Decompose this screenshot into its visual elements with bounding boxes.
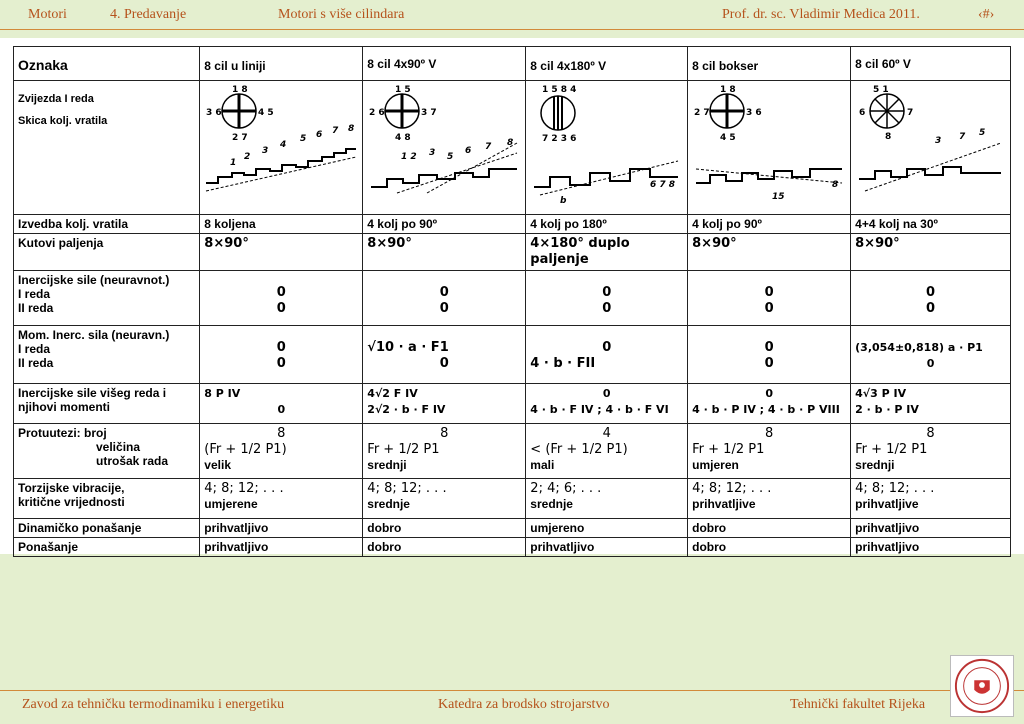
row-label-line: Mom. Inerc. sila (neuravn.) (18, 328, 170, 342)
svg-text:4 8: 4 8 (395, 133, 411, 143)
table-header-row (14, 47, 1011, 81)
svg-text:8: 8 (832, 180, 839, 190)
row-label-line: utrošak rada (96, 454, 169, 468)
cell (851, 384, 1011, 424)
svg-text:4: 4 (280, 140, 287, 150)
cell (200, 479, 363, 519)
cell (526, 326, 688, 384)
header-topic: Motori s više cilindara (278, 7, 405, 22)
cell (526, 479, 688, 519)
cell (688, 384, 851, 424)
row-label-line: I reda (18, 287, 51, 301)
cell-line: 2; 4; 6; . . . (530, 481, 602, 496)
crank-sketch-label: Skica kolj. vratila (18, 115, 108, 127)
row-label-line: Inercijske sile (neuravnot.) (18, 273, 170, 287)
cell: prihvatljivo (200, 538, 363, 557)
svg-text:1 8: 1 8 (232, 85, 248, 95)
cell: 4+4 kolj na 30º (851, 215, 1011, 234)
crank-sketch-cell (526, 81, 688, 215)
cell (526, 271, 688, 326)
crank-sketch-cell (688, 81, 851, 215)
cell-line: 0 (764, 301, 774, 316)
crank-sketch-cell (363, 81, 526, 215)
cell-line: 0 (439, 285, 449, 300)
cell (688, 326, 851, 384)
row-label-line: kritične vrijednosti (18, 495, 125, 509)
cell: 4 kolj po 90º (688, 215, 851, 234)
cell-line: 0 (764, 356, 774, 371)
cell: 8×90° (851, 234, 1011, 271)
cell-line: 0 (439, 301, 449, 316)
cell-line: 0 (602, 301, 612, 316)
col-header: 8 cil 4x180º V (526, 47, 688, 81)
star-label: Zvijezda I reda (18, 93, 94, 105)
row-label-line: I reda (18, 342, 51, 356)
svg-text:3 7: 3 7 (421, 108, 437, 118)
cell (851, 424, 1011, 479)
cell: 8 koljena (200, 215, 363, 234)
row-label: Ponašanje (14, 538, 200, 557)
svg-text:6 7 8: 6 7 8 (650, 180, 676, 190)
cell: 4 kolj po 180º (526, 215, 688, 234)
cell-line: 4 · b · FII (530, 356, 596, 371)
cell-line: 0 (277, 403, 286, 416)
header-section: Motori (28, 7, 67, 22)
cell (851, 271, 1011, 326)
svg-text:5: 5 (447, 152, 454, 162)
svg-text:7 2 3 6: 7 2 3 6 (542, 134, 577, 144)
footer-left: Zavod za tehničku termodinamiku i energetiku (22, 697, 285, 712)
cell: umjereno (526, 519, 688, 538)
crankshaft-sketch-v90 (367, 83, 521, 209)
svg-text:6: 6 (859, 108, 866, 118)
cell: prihvatljivo (526, 538, 688, 557)
cell (363, 479, 526, 519)
cell (688, 424, 851, 479)
crank-sketch-cell (200, 81, 363, 215)
cell-line: 0 (926, 301, 936, 316)
svg-text:4 5: 4 5 (258, 108, 274, 118)
row-label: Izvedba kolj. vratila (14, 215, 200, 234)
cell-line: 0 (602, 285, 612, 300)
row-label (14, 479, 200, 519)
cell-line: 4; 8; 12; . . . (204, 481, 284, 496)
svg-text:b: b (560, 196, 567, 206)
cell-line: 8 (277, 426, 286, 441)
svg-text:7: 7 (959, 132, 966, 142)
cell: prihvatljivo (851, 519, 1011, 538)
table-row (14, 424, 1011, 479)
cell-line: 0 (276, 285, 286, 300)
svg-text:3 6: 3 6 (206, 108, 222, 118)
cell (851, 326, 1011, 384)
table-row (14, 326, 1011, 384)
cell-line: 0 (276, 340, 286, 355)
svg-text:3 6: 3 6 (746, 108, 762, 118)
cell (526, 384, 688, 424)
table-row (14, 215, 1011, 234)
svg-text:2 7: 2 7 (232, 133, 248, 143)
cell-line: srednje (367, 497, 410, 511)
cell-line: 8 (926, 426, 935, 441)
table-row (14, 519, 1011, 538)
cell-line: Fr + 1/2 P1 (692, 442, 765, 457)
cell-line: 4; 8; 12; . . . (855, 481, 935, 496)
cell: 4×180° duplo paljenje (526, 234, 688, 271)
row-label-line: Protuutezi: broj (18, 426, 107, 440)
svg-text:3: 3 (935, 136, 942, 146)
svg-text:1 8: 1 8 (720, 85, 736, 95)
cell (688, 479, 851, 519)
svg-text:7: 7 (332, 126, 339, 136)
cell (851, 479, 1011, 519)
cell: prihvatljivo (200, 519, 363, 538)
cell: dobro (363, 519, 526, 538)
footer-right: Tehnički fakultet Rijeka (790, 697, 926, 712)
svg-text:7: 7 (485, 142, 492, 152)
header-page-number: ‹#› (978, 7, 995, 22)
cell-line: 0 (439, 356, 449, 371)
cell (200, 271, 363, 326)
footer-center: Katedra za brodsko strojarstvo (438, 697, 610, 712)
cell-line: 0 (926, 357, 935, 370)
svg-text:3: 3 (262, 146, 269, 156)
cell-line: mali (530, 458, 555, 472)
cell-line: 0 (276, 301, 286, 316)
row-label-line: Torzijske vibracije, (18, 481, 125, 495)
table-row (14, 81, 1011, 215)
cell-line: 0 (926, 285, 936, 300)
cell (688, 271, 851, 326)
cell-line: 4√3 P IV (855, 387, 907, 400)
cell-line: 8 (765, 426, 774, 441)
cell: dobro (688, 538, 851, 557)
cell (200, 384, 363, 424)
sketch-row-label (14, 81, 200, 215)
faculty-logo (950, 655, 1014, 717)
cell-line: 0 (764, 340, 774, 355)
cell-line: umjerene (204, 497, 258, 511)
row-label (14, 271, 200, 326)
row-label-line: veličina (96, 440, 141, 454)
svg-text:15: 15 (772, 192, 785, 202)
cell: dobro (688, 519, 851, 538)
svg-text:1 5 8 4: 1 5 8 4 (542, 85, 577, 95)
table-row (14, 479, 1011, 519)
cell: dobro (363, 538, 526, 557)
row-label-line: njihovi momenti (18, 400, 111, 414)
svg-text:8: 8 (885, 132, 892, 142)
cell-line: prihvatljive (855, 497, 919, 511)
cell: 4 kolj po 90º (363, 215, 526, 234)
cell-line: 4√2 F IV (367, 387, 418, 400)
svg-text:2: 2 (244, 152, 251, 162)
svg-text:8: 8 (507, 138, 514, 148)
col-header: 8 cil 60º V (851, 47, 1011, 81)
svg-text:1 2: 1 2 (401, 152, 417, 162)
table-row (14, 271, 1011, 326)
svg-text:3: 3 (429, 148, 436, 158)
row-label-line: Inercijske sile višeg reda i (18, 386, 167, 400)
row-label (14, 384, 200, 424)
table-row (14, 384, 1011, 424)
svg-text:5: 5 (979, 128, 986, 138)
footer-divider (0, 690, 1024, 691)
crankshaft-sketch-v60 (855, 83, 1005, 209)
cell (363, 384, 526, 424)
cell-line: 0 (764, 285, 774, 300)
cell-line: 4 (602, 426, 611, 441)
svg-text:7: 7 (907, 108, 914, 118)
row-label (14, 424, 200, 479)
col-header: 8 cil bokser (688, 47, 851, 81)
cell-line: 4 · b · F IV ; 4 · b · F VI (530, 403, 669, 416)
row-label: Kutovi paljenja (14, 234, 200, 271)
cell-line: 4 · b · P IV ; 4 · b · P VIII (692, 403, 840, 416)
cell-line: (3,054±0,818) a · P1 (855, 341, 983, 354)
cell (526, 424, 688, 479)
cell-line: srednji (367, 458, 407, 472)
svg-text:4 5: 4 5 (720, 133, 736, 143)
crankshaft-sketch-inline (204, 83, 358, 209)
cell-line: 8 (440, 426, 449, 441)
cell-line: Fr + 1/2 P1 (367, 442, 440, 457)
row-label (14, 326, 200, 384)
corner-label: Oznaka (14, 47, 200, 81)
cell-line: √10 · a · F1 (367, 340, 449, 355)
cell-line: Fr + 1/2 P1 (855, 442, 928, 457)
svg-text:2 6: 2 6 (369, 108, 385, 118)
svg-text:5: 5 (300, 134, 307, 144)
table-row (14, 538, 1011, 557)
cell-line: umjeren (692, 458, 739, 472)
cell-line: velik (204, 458, 231, 472)
cell-line: 0 (602, 340, 612, 355)
cell: prihvatljivo (851, 538, 1011, 557)
cell-line: 0 (276, 356, 286, 371)
svg-text:5 1: 5 1 (873, 85, 889, 95)
cell (363, 271, 526, 326)
faculty-seal-icon (953, 657, 1011, 715)
cell: 8×90° (200, 234, 363, 271)
col-header: 8 cil u liniji (200, 47, 363, 81)
cell-line: prihvatljive (692, 497, 756, 511)
cell: 8×90° (688, 234, 851, 271)
cell (363, 424, 526, 479)
svg-text:6: 6 (316, 130, 323, 140)
svg-text:2 7: 2 7 (694, 108, 710, 118)
cell-line: 0 (602, 387, 611, 400)
cell-line: 2 · b · P IV (855, 403, 919, 416)
crankshaft-sketch-v180 (530, 83, 682, 209)
cell (200, 424, 363, 479)
crank-sketch-cell (851, 81, 1011, 215)
col-header: 8 cil 4x90º V (363, 47, 526, 81)
cell-line: < (Fr + 1/2 P1) (530, 442, 628, 457)
row-label-line: II reda (18, 356, 54, 370)
cell: 8×90° (363, 234, 526, 271)
header-author: Prof. dr. sc. Vladimir Medica 2011. (722, 7, 920, 22)
cell-line: 2√2 · b · F IV (367, 403, 446, 416)
cell (200, 326, 363, 384)
cell-line: srednje (530, 497, 573, 511)
cell (363, 326, 526, 384)
cell-line: 8 P IV (204, 387, 241, 400)
svg-text:6: 6 (465, 146, 472, 156)
crankshaft-sketch-boxer (692, 83, 846, 209)
cell-line: 4; 8; 12; . . . (367, 481, 447, 496)
svg-text:1 5: 1 5 (395, 85, 411, 95)
header-bar (0, 0, 1024, 30)
cell-line: 4; 8; 12; . . . (692, 481, 772, 496)
cell-line: 0 (765, 387, 773, 400)
table-row (14, 234, 1011, 271)
row-label: Dinamičko ponašanje (14, 519, 200, 538)
header-lecture: 4. Predavanje (110, 7, 187, 22)
row-label-line: II reda (18, 301, 54, 315)
svg-text:8: 8 (348, 124, 355, 134)
svg-text:1: 1 (230, 158, 237, 168)
cell-line: (Fr + 1/2 P1) (204, 442, 287, 457)
comparison-table (13, 46, 1011, 557)
cell-line: srednji (855, 458, 895, 472)
